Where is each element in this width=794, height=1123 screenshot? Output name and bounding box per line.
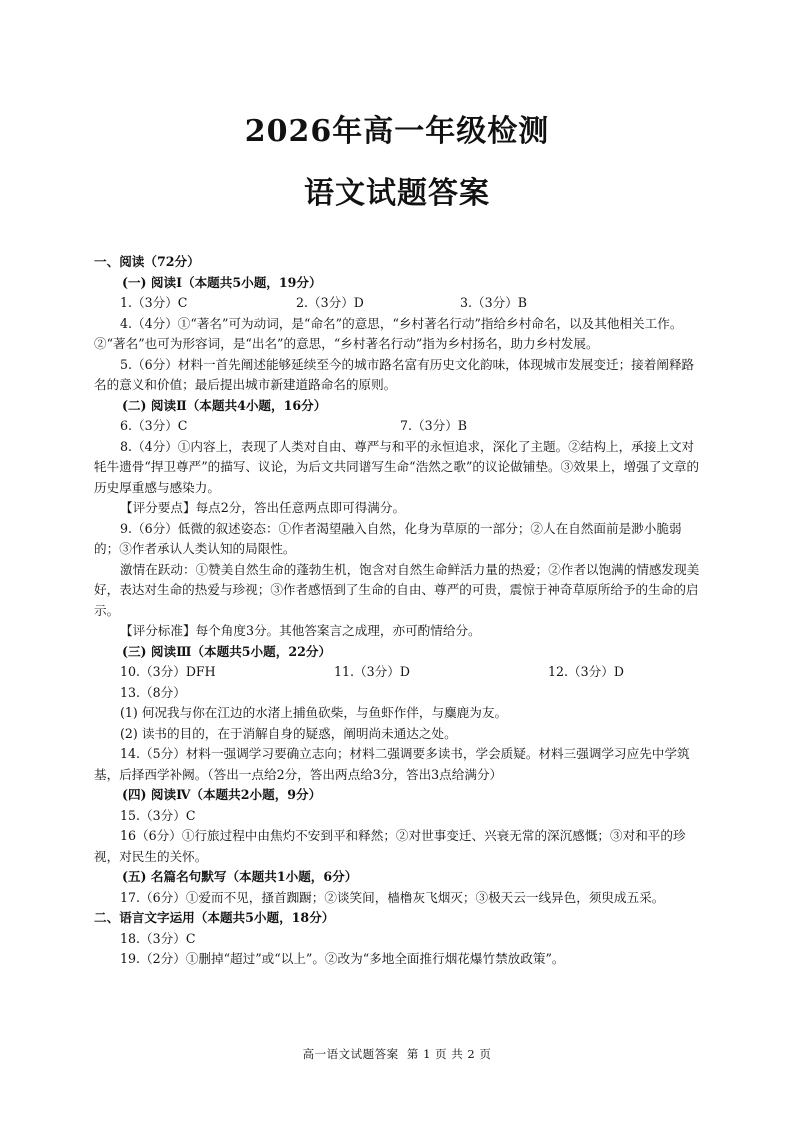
answer-q10: 10.（3分）DFH bbox=[120, 664, 216, 679]
answer-q14: 14.（5分）材料一强调学习要确立志向；材料二强调要多读书，学会质疑。材料三强调学习应先中学筑基，后择西学补阙。（答出一点给2分，答出两点给3分，答出3点给满分） bbox=[94, 746, 690, 782]
answer-q16: 16（6分）①行旅过程中由焦灼不安到平和释然；②对世事变迁、兴衰无常的深沉感慨；③对和平的珍视，对民生的关怀。 bbox=[94, 828, 686, 864]
sub-5-heading: (五) 名篇名句默写（本题共1小题，6分） bbox=[122, 869, 358, 884]
answer-q8: 8.（4分）①内容上，表现了人类对自由、尊严与和平的永恒追求，深化了主题。②结构上，承接上文对牦牛遗骨“捍卫尊严”的描写、议论，为后文共同谱写生命“浩然之歌”的议论做铺垫。③效果上，增强了文章的历史厚重感与感染力。 bbox=[94, 438, 700, 495]
answer-q17: 17.（6分）①爱而不见，搔首踟蹰；②谈笑间，樯橹灰飞烟灭；③极天云一线异色，须臾成五采。 bbox=[120, 889, 665, 905]
answer-row-10-12 bbox=[94, 662, 706, 683]
answer-q9: 9.（6分）低微的叙述姿态：①作者渴望融入自然，化身为草原的一部分；②人在自然面前是渺小脆弱的；③作者承认人类认知的局限性。 bbox=[94, 520, 682, 556]
answer-q11: 11.（3分）D bbox=[334, 664, 410, 679]
page-subtitle: 语文试题答案 bbox=[304, 176, 490, 211]
answer-q1: 1.（3分）C bbox=[120, 295, 188, 310]
answer-body bbox=[94, 252, 706, 970]
sub-4-heading: (四) 阅读Ⅳ（本题共2小题，9分） bbox=[122, 787, 322, 802]
answer-q7: 7.（3分）B bbox=[400, 418, 468, 433]
answer-q5: 5.（6分）材料一首先阐述能够延续至今的城市路名富有历史文化韵味，体现城市发展变迁；接着阐释路名的意义和价值；最后提出城市新建道路命名的原则。 bbox=[94, 356, 695, 392]
sub-3-heading: (三) 阅读Ⅲ（本题共5小题，22分） bbox=[122, 643, 332, 659]
answer-q13-2: (2) 读书的目的，在于消解自身的疑惑，阐明尚未通达之处。 bbox=[120, 725, 457, 741]
section-1-heading: 一、阅读（72分） bbox=[94, 254, 200, 269]
page-footer: 高一语文试题答案 第 1 页 共 2 页 bbox=[302, 1047, 492, 1061]
answer-q6: 6.（3分）C bbox=[120, 418, 188, 433]
answer-q12: 12.（3分）D bbox=[548, 664, 624, 679]
page-title: 2026年高一年级检测 bbox=[244, 114, 550, 149]
section-2-heading: 二、语言文字运用（本题共5小题，18分） bbox=[94, 910, 335, 925]
answer-q19: 19.（2分）①删掉“超过”或“以上”。②改为“多地全面推行烟花爆竹禁放政策”。 bbox=[120, 951, 565, 966]
answer-q15: 15.（3分）C bbox=[120, 807, 196, 823]
answer-q18: 18.（3分）C bbox=[120, 930, 196, 946]
answer-q9-b: 激情在跃动：①赞美自然生命的蓬勃生机，饱含对自然生命鲜活力量的热爱；②作者以饱满的情感发现美好，表达对生命的热爱与珍视；③作者感悟到了生命的自由、尊严的可贵，震惊于神奇草原所给予的生命的启示。 bbox=[94, 561, 700, 618]
answer-q3: 3.（3分）B bbox=[460, 295, 528, 310]
answer-q13: 13.（8分） bbox=[120, 684, 186, 700]
answer-q2: 2.（3分）D bbox=[296, 295, 364, 310]
answer-q9-note: 【评分标准】每个角度3分。其他答案言之成理，亦可酌情给分。 bbox=[120, 623, 481, 638]
answer-q13-1: (1) 何况我与你在江边的水渚上捕鱼砍柴，与鱼虾作伴，与麋鹿为友。 bbox=[120, 705, 508, 720]
answer-row-6-7 bbox=[94, 416, 706, 437]
sub-1-heading: (一) 阅读Ⅰ（本题共5小题，19分） bbox=[122, 274, 322, 290]
answer-row-1-3 bbox=[94, 293, 706, 314]
answer-q8-note: 【评分要点】每点2分，答出任意两点即可得满分。 bbox=[120, 500, 406, 515]
sub-2-heading: (二) 阅读Ⅱ（本题共4小题，16分） bbox=[122, 397, 327, 413]
answer-q4: 4.（4分）①“著名”可为动词，是“命名”的意思，“乡村著名行动”指给乡村命名，以及其他相关工作。②“著名”也可为形容词，是“出名”的意思，“乡村著名行动”指为乡村扬名，助力乡村发展。 bbox=[94, 315, 683, 351]
